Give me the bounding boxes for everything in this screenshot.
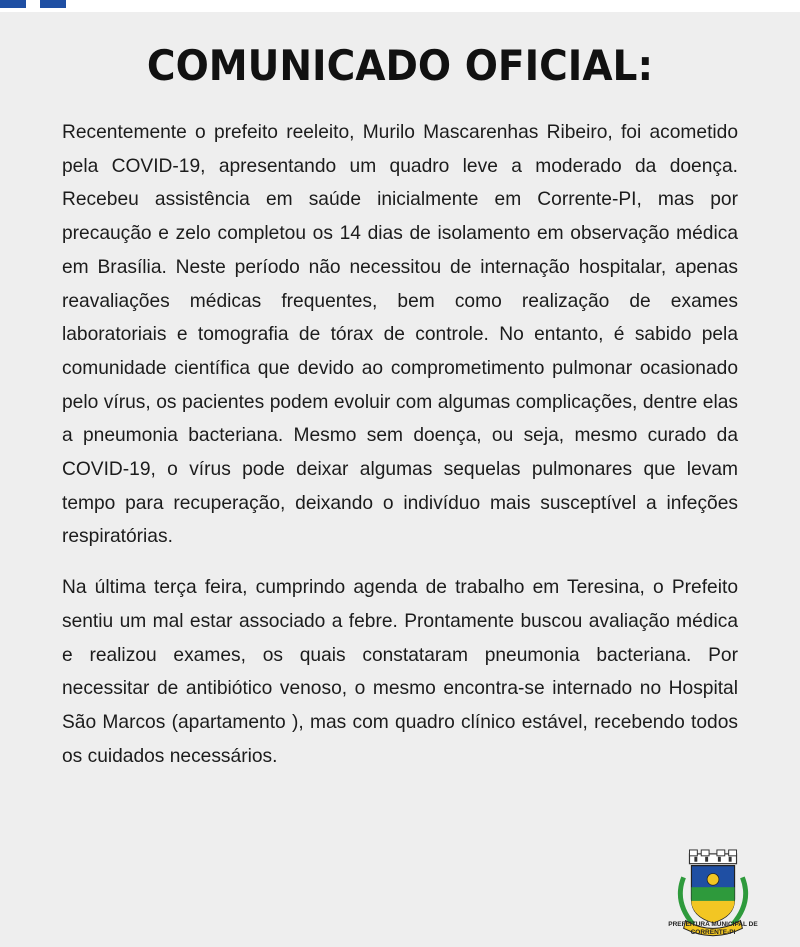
- seal-caption: [650, 921, 776, 937]
- announcement-body: [62, 116, 738, 773]
- paragraph-1: Recentemente o prefeito reeleito, Murilo Mascarenhas Ribeiro, foi acometido pela COVID-19, apresentando um quadro leve a moderado da doença. Recebeu assistência em saúde inicialmente em Corrente-PI, mas por precaução e zelo completou os 14 dias de isolamento em observação médica em Brasília. Neste período não necessitou de internação hospitalar, apenas reavaliações médicas frequentes, bem como realização de exames laboratoriais e tomografia de tórax de controle. No entanto, é sabido pela comunidade científica que devido ao comprometimento pulmonar ocasionado pelo vírus, os pacientes podem evoluir com algumas complicações, dentre elas a pneumonia bacteriana. Mesmo sem doença, ou seja, mesmo curado da COVID-19, o vírus pode deixar algumas sequelas pulmonares que levam tempo para recuperação, deixando o indivíduo mais susceptível a infeções respiratórias.: [62, 122, 738, 548]
- top-border-bar: [0, 0, 800, 12]
- top-accent-right: [40, 0, 66, 8]
- paragraph-2: Na última terça feira, cumprindo agenda de trabalho em Teresina, o Prefeito sentiu um mal estar associado a febre. Prontamente buscou avaliação médica e realizou exames, os quais constataram pneumonia bacteriana. Por necessitar de antibiótico venoso, o mesmo encontra-se internado no Hospital São Marcos (apartamento ), mas com quadro clínico estável, recebendo todos os cuidados necessários.: [62, 577, 738, 767]
- crown-icon: [689, 850, 736, 864]
- seal-caption-line2: CORRENTE-PI: [690, 929, 736, 936]
- seal-caption-line1: PREFEITURA MUNICIPAL DE: [668, 921, 758, 928]
- top-accent-left: [0, 0, 26, 8]
- page-title: COMUNICADO OFICIAL:: [146, 41, 654, 90]
